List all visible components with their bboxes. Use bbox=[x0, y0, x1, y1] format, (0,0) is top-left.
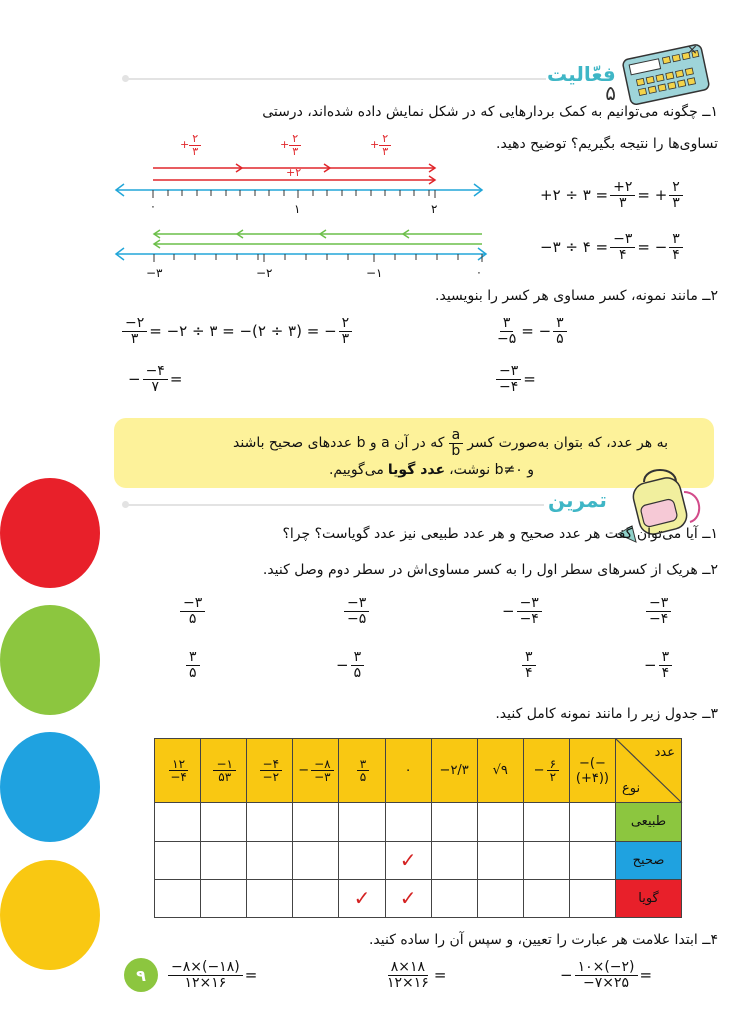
table-cell[interactable] bbox=[339, 803, 385, 841]
tick-label-1: ۱ bbox=[294, 202, 301, 216]
match-top-1: −۳ ۵ bbox=[178, 596, 205, 626]
header-cell: ۳ ۵ bbox=[339, 739, 385, 803]
exercise-blank-1: − −۴ ۷ = bbox=[128, 363, 183, 395]
table-cell[interactable] bbox=[247, 841, 293, 879]
table-cell[interactable] bbox=[431, 841, 477, 879]
example-2: ۳ −۵ = − ۳ ۵ bbox=[494, 316, 567, 346]
corner-top-label: عدد bbox=[654, 745, 675, 760]
table-cell[interactable] bbox=[431, 879, 477, 917]
table-row-natural bbox=[155, 803, 682, 841]
vector-label-2: + ۲ ۳ bbox=[280, 133, 301, 157]
table-cell[interactable] bbox=[477, 879, 523, 917]
header-cell: −۱ ۵۳ bbox=[201, 739, 247, 803]
page-number: ۹ bbox=[136, 965, 146, 985]
calculator-icon bbox=[605, 40, 714, 110]
long-vector-label: +۲ bbox=[286, 166, 302, 179]
table-cell[interactable] bbox=[523, 879, 569, 917]
match-bottom-4: − ۳ ۴ bbox=[644, 650, 672, 680]
definition-line-2: و b≠۰ نوشت، عدد گویا می‌گوییم. bbox=[328, 462, 534, 478]
match-top-3: − −۳ −۴ bbox=[502, 596, 542, 626]
table-cell[interactable] bbox=[477, 803, 523, 841]
example-1: −۲ ۳ = −۲ ÷ ۳ = −(۲ ÷ ۳) = − ۲ ۳ bbox=[122, 316, 352, 346]
table-cell[interactable] bbox=[569, 841, 615, 879]
table-header-row bbox=[155, 739, 682, 803]
table-cell[interactable]: ✓ bbox=[385, 879, 431, 917]
match-bottom-2: − ۳ ۵ bbox=[336, 650, 364, 680]
table-row-rational bbox=[155, 879, 682, 917]
exercise-q2: ۲ــ هریک از کسرهای سطر اول را به کسر مساوی‌اش در سطر دوم وصل کنید. bbox=[262, 562, 718, 578]
table-cell[interactable] bbox=[431, 803, 477, 841]
side-circle-green bbox=[0, 605, 100, 715]
exercise-header-rule bbox=[126, 504, 544, 506]
table-cell[interactable] bbox=[247, 803, 293, 841]
table-cell[interactable] bbox=[247, 879, 293, 917]
table-cell[interactable] bbox=[569, 803, 615, 841]
match-bottom-1: ۳ ۵ bbox=[184, 650, 200, 680]
number-type-table bbox=[154, 738, 682, 918]
tick-label-neg1: −۱ bbox=[366, 266, 383, 280]
table-cell[interactable] bbox=[293, 879, 339, 917]
header-rule bbox=[126, 78, 546, 80]
table-cell[interactable] bbox=[293, 803, 339, 841]
equation-2: −۳ ÷ ۴ = −۳ ۴ = − ۳ ۴ bbox=[540, 232, 683, 262]
simplify-expr-3: − ۱۰×(−۲) −۷×۲۵ = bbox=[560, 959, 653, 991]
activity-q1-line1: ۱ــ چگونه می‌توانیم به کمک بردارهایی که در شکل نمایش داده شده‌اند، درستی bbox=[262, 104, 718, 120]
header-cell: ۰ bbox=[385, 739, 431, 803]
match-top-4: −۳ −۴ bbox=[644, 596, 671, 626]
header-cell: −۲/۳ bbox=[431, 739, 477, 803]
table-cell[interactable] bbox=[201, 879, 247, 917]
activity-q1-line2: تساوی‌ها را نتیجه بگیریم؟ توضیح دهید. bbox=[496, 136, 718, 152]
definition-line-1: به هر عدد، که بتوان به‌صورت کسر a b که در آن a و b عددهای صحیح باشند bbox=[233, 427, 668, 459]
exercise-q4: ۴ــ ابتدا علامت هر عبارت را تعیین، و سپس آن را ساده کنید. bbox=[368, 932, 718, 948]
row-label-integer: صحیح bbox=[616, 841, 682, 879]
table-cell[interactable] bbox=[523, 841, 569, 879]
table-cell[interactable] bbox=[293, 841, 339, 879]
header-cell: − −۸ −۳ bbox=[293, 739, 339, 803]
side-circle-red bbox=[0, 478, 100, 588]
header-cell: − ۶ ۲ bbox=[523, 739, 569, 803]
tick-label-neg3: −۳ bbox=[146, 266, 163, 280]
header-cell: √۹ bbox=[477, 739, 523, 803]
side-circle-yellow bbox=[0, 860, 100, 970]
simplify-expr-1: −۸×(−۱۸) ۱۲×۱۶ = bbox=[166, 960, 257, 990]
table-corner bbox=[616, 739, 682, 803]
simplify-expr-2: ۸×۱۸ ۱۲×۱۶ = bbox=[387, 959, 447, 991]
activity-title: فعّالیت bbox=[547, 62, 616, 86]
exercise-q3: ۳ــ جدول زیر را مانند نمونه کامل کنید. bbox=[495, 706, 718, 722]
row-label-natural: طبیعی bbox=[616, 803, 682, 841]
tick-label-0: ۰ bbox=[150, 200, 156, 213]
vector-label-1: + ۲ ۳ bbox=[180, 133, 201, 157]
table-cell[interactable] bbox=[155, 841, 201, 879]
match-bottom-3: ۳ ۴ bbox=[520, 650, 536, 680]
table-cell[interactable] bbox=[155, 803, 201, 841]
table-cell[interactable]: ✓ bbox=[339, 879, 385, 917]
match-top-2: −۳ −۵ bbox=[342, 596, 369, 626]
page-number-badge bbox=[124, 958, 158, 992]
tick-label-zero: ۰ bbox=[476, 266, 482, 279]
header-cell: −۴ −۲ bbox=[247, 739, 293, 803]
exercise-q1: ۱ــ آیا می‌توان گفت هر عدد صحیح و هر عدد طبیعی نیز عدد گویاست؟ چرا؟ bbox=[282, 526, 718, 542]
side-circle-blue bbox=[0, 732, 100, 842]
header-cell: −(−(+۴)) bbox=[569, 739, 615, 803]
tick-label-neg2: −۲ bbox=[256, 266, 273, 280]
row-label-rational: گویا bbox=[616, 879, 682, 917]
table-cell[interactable] bbox=[339, 841, 385, 879]
svg-text:۵: ۵ bbox=[605, 81, 616, 105]
svg-text:×: × bbox=[686, 42, 698, 58]
exercise-title: تمرین bbox=[548, 488, 607, 512]
table-cell[interactable] bbox=[477, 841, 523, 879]
activity-q2: ۲ــ مانند نمونه، کسر مساوی هر کسر را بنویسید. bbox=[435, 288, 718, 304]
corner-bottom-label: نوع bbox=[622, 781, 641, 797]
equation-1: +۲ ÷ ۳ = +۲ ۳ = + ۲ ۳ bbox=[540, 180, 683, 210]
table-cell[interactable]: ✓ bbox=[385, 841, 431, 879]
table-cell[interactable] bbox=[385, 803, 431, 841]
tick-label-2: ۲ bbox=[431, 202, 438, 216]
exercise-blank-2: −۳ −۴ = bbox=[496, 364, 536, 394]
table-row-integer bbox=[155, 841, 682, 879]
vector-label-3: + ۲ ۳ bbox=[370, 133, 391, 157]
table-cell[interactable] bbox=[201, 803, 247, 841]
number-line-negative bbox=[112, 222, 492, 282]
header-cell: ۱۲ −۴ bbox=[155, 739, 201, 803]
table-cell[interactable] bbox=[569, 879, 615, 917]
table-cell[interactable] bbox=[155, 879, 201, 917]
table-cell[interactable] bbox=[201, 841, 247, 879]
table-cell[interactable] bbox=[523, 803, 569, 841]
